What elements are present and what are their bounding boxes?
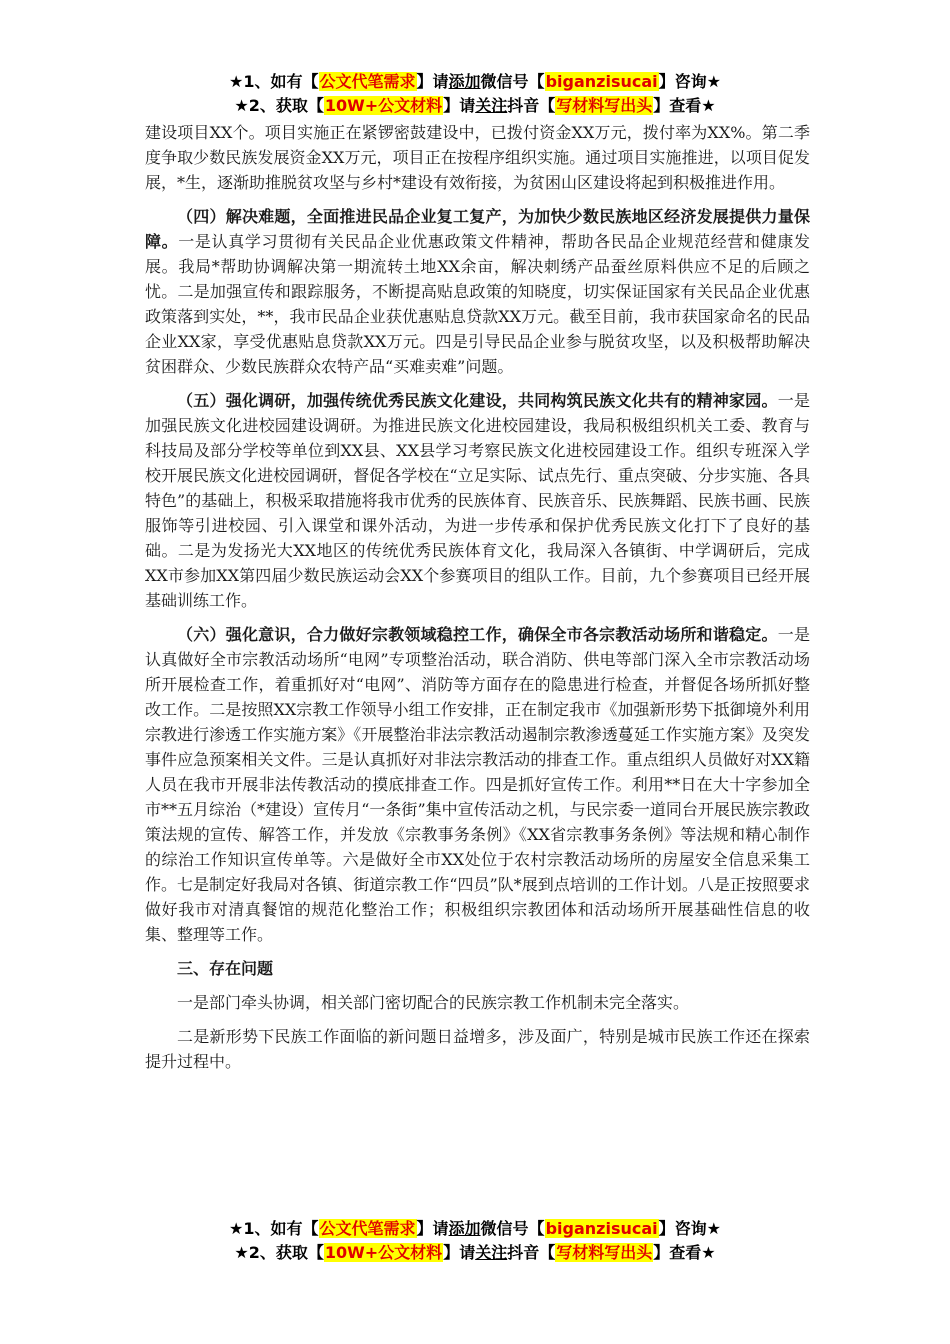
promo-text: ★1、如有【 bbox=[229, 1219, 319, 1238]
promo-emphasis: 添加 bbox=[448, 72, 481, 91]
paragraph bbox=[145, 204, 810, 379]
promo-text: ★2、获取【 bbox=[234, 1243, 324, 1262]
promo-text: 】查看★ bbox=[653, 1243, 716, 1262]
promo-text: 】咨询★ bbox=[658, 1219, 721, 1238]
paragraph bbox=[145, 622, 810, 947]
paragraph-heading: （五）强化调研，加强传统优秀民族文化建设，共同构筑民族文化共有的精神家园。 bbox=[177, 391, 778, 410]
promo-text: 】查看★ bbox=[653, 96, 716, 115]
paragraph: 一是部门牵头协调，相关部门密切配合的民族宗教工作机制未完全落实。 bbox=[177, 993, 690, 1012]
douyin-account: 写材料写出头 bbox=[556, 96, 653, 115]
promo-highlight: 10W+公文材料 bbox=[324, 1243, 443, 1262]
paragraph-text: 一是加强民族文化进校园建设调研。为推进民族文化进校园建设，我局积极组织机关工委、教育与科技局及部分学校等单位到XX县、XX县学习考察民族文化进校园建设工作。组织专班深入学校开展民族文化进校园调研，督促各学校在“立足实际、试点先行、重点突破、分步实施、各具特色”的基础上，积极采取措施将我市优秀的民族体育、民族音乐、民族舞蹈、民族书画、民族服饰等引进校园、引入课堂和课外活动，为进一步传承和保护优秀民族文化打下了良好的基础。二是为发扬光大XX地区的传统优秀民族体育文化，我局深入各镇街、中学调研后，完成XX市参加XX第四届少数民族运动会XX个参赛项目的组队工作。目前，九个参赛项目已经开展基础训练工作。 bbox=[145, 391, 810, 610]
wechat-id: biganzisucai bbox=[545, 1219, 658, 1238]
paragraph bbox=[145, 388, 810, 613]
promo-text: 抖音【 bbox=[507, 1243, 556, 1262]
promo-emphasis: 关注 bbox=[475, 1243, 508, 1262]
promo-text: 】请 bbox=[416, 1219, 449, 1238]
promo-text: 微信号【 bbox=[480, 72, 545, 91]
promo-banner-top bbox=[145, 70, 805, 118]
paragraph: 二是新形势下民族工作面临的新问题日益增多，涉及面广，特别是城市民族工作还在探索提升过程中。 bbox=[145, 1027, 810, 1071]
paragraph-text: 一是认真学习贯彻有关民品企业优惠政策文件精神，帮助各民品企业规范经营和健康发展。我局*帮助协调解决第一期流转土地XX余亩，解决刺绣产品蚕丝原料供应不足的后顾之忧。二是加强宣传和跟踪服务，不断提高贴息政策的知晓度，切实保证国家有关民品企业优惠政策落到实处，**，我市民品企业获优惠贴息贷款XX万元。截至目前，我市获国家命名的民品企业XX家，享受优惠贴息贷款XX万元。四是引导民品企业参与脱贫攻坚，以及积极帮助解决贫困群众、少数民族群众农特产品“买难卖难”问题。 bbox=[145, 232, 810, 376]
promo-highlight: 10W+公文材料 bbox=[324, 96, 443, 115]
promo-text: 抖音【 bbox=[507, 96, 556, 115]
promo-banner-bottom bbox=[145, 1217, 805, 1265]
document-body bbox=[145, 120, 810, 1083]
paragraph-heading: （六）强化意识，合力做好宗教领域稳控工作，确保全市各宗教活动场所和谐稳定。 bbox=[177, 625, 778, 644]
promo-line-2 bbox=[145, 94, 805, 118]
promo-line-2 bbox=[145, 1241, 805, 1265]
promo-text: 】请 bbox=[416, 72, 449, 91]
promo-emphasis: 关注 bbox=[475, 96, 508, 115]
douyin-account: 写材料写出头 bbox=[556, 1243, 653, 1262]
promo-text: 】请 bbox=[443, 1243, 476, 1262]
paragraph: 建设项目XX个。项目实施正在紧锣密鼓建设中，已拨付资金XX万元，拨付率为XX%。第二季度争取少数民族发展资金XX万元，项目正在按程序组织实施。通过项目实施推进，以项目促发展，*生，逐渐助推脱贫攻坚与乡村*建设有效衔接，为贫困山区建设将起到积极推进作用。 bbox=[145, 123, 810, 192]
promo-text: ★2、获取【 bbox=[234, 96, 324, 115]
promo-text: ★1、如有【 bbox=[229, 72, 319, 91]
promo-text: 】咨询★ bbox=[658, 72, 721, 91]
paragraph-heading: （四）解决难题，全面推进民品企业复工复产，为加快少数民族地区经济发展提供力量保障。 bbox=[145, 207, 810, 251]
wechat-id: biganzisucai bbox=[545, 72, 658, 91]
promo-line-1 bbox=[145, 1217, 805, 1241]
promo-text: 】请 bbox=[443, 96, 476, 115]
promo-highlight: 公文代笔需求 bbox=[319, 1219, 416, 1238]
promo-highlight: 公文代笔需求 bbox=[319, 72, 416, 91]
section-heading: 三、存在问题 bbox=[177, 959, 274, 978]
promo-emphasis: 添加 bbox=[448, 1219, 481, 1238]
promo-text: 微信号【 bbox=[480, 1219, 545, 1238]
promo-line-1 bbox=[145, 70, 805, 94]
paragraph-text: 一是认真做好全市宗教活动场所“电网”专项整治活动，联合消防、供电等部门深入全市宗教活动场所开展检查工作，着重抓好对“电网”、消防等方面存在的隐患进行检查，并督促各场所抓好整改工作。二是按照XX宗教工作领导小组工作安排，正在制定我市《加强新形势下抵御境外利用宗教进行渗透工作实施方案》《开展整治非法宗教活动遏制宗教渗透蔓延工作实施方案》及突发事件应急预案相关文件。三是认真抓好对非法宗教活动的排查工作。重点组织人员做好对XX籍人员在我市开展非法传教活动的摸底排查工作。四是抓好宣传工作。利用**日在大十字参加全市**五月综治（*建设）宣传月“一条街”集中宣传活动之机，与民宗委一道同台开展民族宗教政策法规的宣传、解答工作，并发放《宗教事务条例》《XX省宗教事务条例》等法规和精心制作的综治工作知识宣传单等。六是做好全市XX处位于农村宗教活动场所的房屋安全信息采集工作。七是制定好我局对各镇、街道宗教工作“四员”队*展到点培训的工作计划。八是正按照要求做好我市对清真餐馆的规范化整治工作；积极组织宗教团体和活动场所开展基础性信息的收集、整理等工作。 bbox=[145, 625, 810, 944]
